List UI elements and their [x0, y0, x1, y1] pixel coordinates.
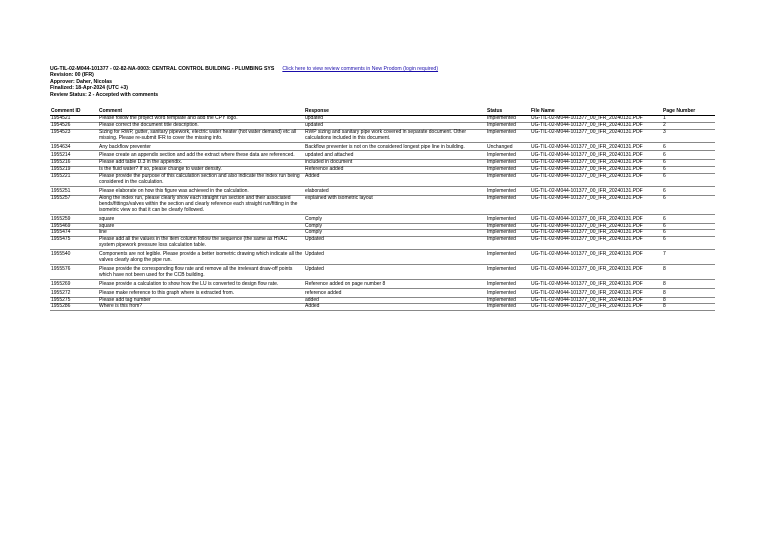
status-cell: Implemented [486, 186, 530, 195]
status-cell: Implemented [486, 250, 530, 265]
response-cell: explained with isometric layout [304, 195, 486, 214]
column-header-status: Status [486, 109, 530, 115]
status-cell: Implemented [486, 160, 530, 167]
comment-cell: Components are not legible. Please provide a better isometric drawing which indicate all the valves clearly along the pipe run. [99, 251, 303, 264]
comment-cell: Along the index run, please clearly show each straight run section and their associated bends/fittings/valves within the section and clearly reference each straight run/fitting in the isometric view so that it can be clearly followed. [98, 195, 304, 214]
file-name-cell: UG-TIL-02-M044-101377_00_IFR_20240131.PDF [530, 195, 662, 214]
response-cell: RWP sizing and sanitary pipe work covered in separate document. Other calculations included in this document. [304, 129, 486, 142]
comment-cell: Any backflow preventer [98, 142, 304, 151]
review-comments-link[interactable]: Click here to view review comments in New Prodom (login required) [282, 66, 439, 72]
response-cell: Comply [304, 223, 486, 230]
response-cell: Updated [304, 264, 486, 279]
file-name-cell: UG-TIL-02-M044-101377_00_IFR_20240131.PDF [530, 115, 662, 122]
comment-cell: square [98, 223, 304, 230]
comment-cell: Please add all the values in the item column follow the sequence (the same as HVAC system pipework pressure loss calculation table. [98, 237, 304, 250]
comment-cell: Please correct the document title description. [98, 122, 304, 129]
column-header-comment: Comment [98, 109, 304, 115]
table-row [50, 264, 715, 279]
file-name-cell: UG-TIL-02-M044-101377_00_IFR_20240131.PDF [530, 151, 662, 160]
comment-id-cell: 1954634 [50, 142, 98, 151]
page-number-cell: 2 [662, 122, 715, 129]
approver-text: Approver: Daher, Nicolas [50, 78, 112, 85]
comment-id-cell: 1955214 [50, 151, 98, 160]
status-cell: Implemented [486, 115, 530, 122]
status-cell: Implemented [486, 151, 530, 160]
comment-id-cell: 1955251 [50, 186, 98, 195]
comment-id-cell: 1955269 [50, 279, 98, 288]
table-row [50, 129, 715, 142]
comment-id-cell: 1955286 [50, 304, 98, 311]
response-cell: Updated [304, 237, 486, 250]
report-header [50, 66, 715, 98]
response-cell: Added [304, 174, 486, 187]
file-name-cell: UG-TIL-02-M044-101377_00_IFR_20240131.PDF [530, 214, 662, 223]
file-name-cell: UG-TIL-02-M044-101377_00_IFR_20240131.PDF [530, 129, 662, 142]
response-cell: reference added [304, 288, 486, 297]
file-name-cell: UG-TIL-02-M044-101377_00_IFR_20240131.PDF [530, 297, 662, 304]
response-cell: Comply [304, 214, 486, 223]
comment-cell: line [98, 230, 304, 237]
comment-cell: square [98, 214, 304, 223]
file-name-cell: UG-TIL-02-M044-101377_00_IFR_20240131.PDF [530, 264, 662, 279]
page-number-cell: 6 [662, 195, 715, 214]
comment-id-cell: 1955221 [50, 174, 98, 187]
page-number-cell: 1 [662, 115, 715, 122]
response-cell: added [304, 297, 486, 304]
comment-cell: Please create an appendix section and add the extract where these data are referenced. [98, 151, 304, 160]
status-cell: Implemented [486, 288, 530, 297]
table-row [50, 237, 715, 250]
status-cell: Implemented [486, 167, 530, 174]
file-name-cell: UG-TIL-02-M044-101377_00_IFR_20240131.PDF [530, 223, 662, 230]
page-number-cell: 8 [662, 304, 715, 311]
response-cell: Reference added [304, 167, 486, 174]
page-number-cell: 3 [662, 129, 715, 142]
file-name-cell: UG-TIL-02-M044-101377_00_IFR_20240131.PDF [530, 142, 662, 151]
file-name-cell: UG-TIL-02-M044-101377_00_IFR_20240131.PDF [530, 174, 662, 187]
file-name-cell: UG-TIL-02-M044-101377_00_IFR_20240131.PDF [530, 160, 662, 167]
table-row [50, 195, 715, 214]
page-number-cell: 6 [662, 151, 715, 160]
status-cell: Implemented [486, 264, 530, 279]
response-cell: Reference added on page number 8 [304, 279, 486, 288]
status-cell: Unchanged [486, 142, 530, 151]
table-row [50, 279, 715, 288]
response-cell: elaborated [304, 186, 486, 195]
status-cell: Implemented [486, 174, 530, 187]
document-title: UG-TIL-02-M044-101377 - 02-82-NA-0003: CENTRAL CONTROL BUILDING - PLUMBING SYS [50, 66, 275, 72]
page-number-cell: 7 [662, 250, 715, 265]
file-name-cell: UG-TIL-02-M044-101377_00_IFR_20240131.PDF [530, 279, 662, 288]
status-cell: Implemented [486, 304, 530, 311]
comment-cell: Where is this from? [98, 304, 304, 311]
comment-id-cell: 1955474 [50, 230, 98, 237]
comment-id-cell: 1955275 [50, 297, 98, 304]
status-cell: Implemented [486, 297, 530, 304]
column-header-page-number: Page Number [662, 109, 715, 115]
status-cell: Implemented [486, 195, 530, 214]
comment-cell: Please add table D.3 in the appendix. [98, 160, 304, 167]
status-cell: Implemented [486, 230, 530, 237]
page-number-cell: 6 [662, 174, 715, 187]
comment-cell: Please provide the purpose of this calculation section and also indicate the index run being considered in the calculation. [98, 174, 304, 187]
comment-cell: Sizing for RWP, gutter, sanitary pipework, electric water heater (hot water demand) etc all missing. Please re-submit IFR to cover the missing info. [98, 129, 304, 142]
page-number-cell: 8 [662, 288, 715, 297]
page-number-cell: 8 [662, 279, 715, 288]
response-cell: Backflow preventer is not on the considered longest pipe line in building. [304, 142, 486, 151]
file-name-cell: UG-TIL-02-M044-101377_00_IFR_20240131.PDF [530, 250, 662, 265]
status-cell: Implemented [486, 237, 530, 250]
status-cell: Implemented [486, 122, 530, 129]
comment-id-cell: 1954521 [50, 115, 98, 122]
status-cell: Implemented [486, 279, 530, 288]
comment-cell: Please follow the project word template and add the CPY logo. [98, 115, 304, 122]
page-number-cell: 6 [662, 237, 715, 250]
status-cell: Implemented [486, 223, 530, 230]
response-cell: included in document [304, 160, 486, 167]
file-name-cell: UG-TIL-02-M044-101377_00_IFR_20240131.PDF [530, 304, 662, 311]
file-name-cell: UG-TIL-02-M044-101377_00_IFR_20240131.PDF [530, 167, 662, 174]
file-name-cell: UG-TIL-02-M044-101377_00_IFR_20240131.PDF [530, 288, 662, 297]
comment-id-cell: 1955259 [50, 214, 98, 223]
revision-text: Revision: 00 (IFR) [50, 72, 94, 79]
table-body [50, 115, 715, 310]
status-cell: Implemented [486, 214, 530, 223]
finalized-text: Finalized: 18-Apr-2024 (UTC +3) [50, 85, 128, 92]
review-status-text: Review Status: 2 - Accepted with comments [50, 91, 159, 98]
comment-id-cell: 1955219 [50, 167, 98, 174]
table-row [50, 304, 715, 311]
comment-id-cell: 1955469 [50, 223, 98, 230]
column-header-file-name: File Name [530, 109, 662, 115]
comments-table [50, 109, 715, 311]
comment-id-cell: 1955216 [50, 160, 98, 167]
table-row [50, 288, 715, 297]
page-number-cell: 6 [662, 230, 715, 237]
page-number-cell: 6 [662, 142, 715, 151]
page-number-cell: 6 [662, 167, 715, 174]
page-number-cell: 8 [662, 264, 715, 279]
comment-cell: Please add tag number [98, 297, 304, 304]
table-row [50, 174, 715, 187]
file-name-cell: UG-TIL-02-M044-101377_00_IFR_20240131.PDF [530, 186, 662, 195]
page-number-cell: 6 [662, 186, 715, 195]
table-row [50, 214, 715, 223]
comment-cell: Please elaborate on how this figure was achieved in the calculation. [98, 186, 304, 195]
comment-cell: Is the fluid water? If so, please change to water density. [98, 167, 304, 174]
response-cell: Updated [304, 250, 486, 265]
comment-id-cell: 1955540 [50, 250, 98, 265]
comment-id-cell: 1954526 [50, 122, 98, 129]
file-name-cell: UG-TIL-02-M044-101377_00_IFR_20240131.PDF [530, 237, 662, 250]
comment-cell: Please make reference to this graph where is extracted from. [98, 288, 304, 297]
file-name-cell: UG-TIL-02-M044-101377_00_IFR_20240131.PDF [530, 122, 662, 129]
response-cell: Comply [304, 230, 486, 237]
column-header-comment-id: Comment ID [50, 109, 98, 115]
response-cell: updated [304, 115, 486, 122]
file-name-cell: UG-TIL-02-M044-101377_00_IFR_20240131.PDF [530, 230, 662, 237]
page-number-cell: 6 [662, 160, 715, 167]
comment-id-cell: 1955257 [50, 195, 98, 214]
page-number-cell: 8 [662, 297, 715, 304]
status-cell: Implemented [486, 129, 530, 142]
table-row [50, 142, 715, 151]
comment-cell: Please provide the corresponding flow rate and remove all the irrelevant draw-off points which have not been used for the CCB building. [98, 264, 304, 279]
comment-id-cell: 1955576 [50, 264, 98, 279]
comment-id-cell: 1954523 [50, 129, 98, 142]
comment-cell: Please provide a calculation to show how the LU is converted to design flow rate. [98, 279, 304, 288]
table-row [50, 250, 715, 265]
response-cell: updated [304, 122, 486, 129]
column-header-response: Response [304, 109, 486, 115]
comment-id-cell: 1955272 [50, 288, 98, 297]
response-cell: updated and attached [304, 151, 486, 160]
review-report [50, 66, 715, 310]
page-number-cell: 6 [662, 214, 715, 223]
page-number-cell: 6 [662, 223, 715, 230]
response-cell: Added [304, 304, 486, 311]
comment-id-cell: 1955475 [50, 237, 98, 250]
